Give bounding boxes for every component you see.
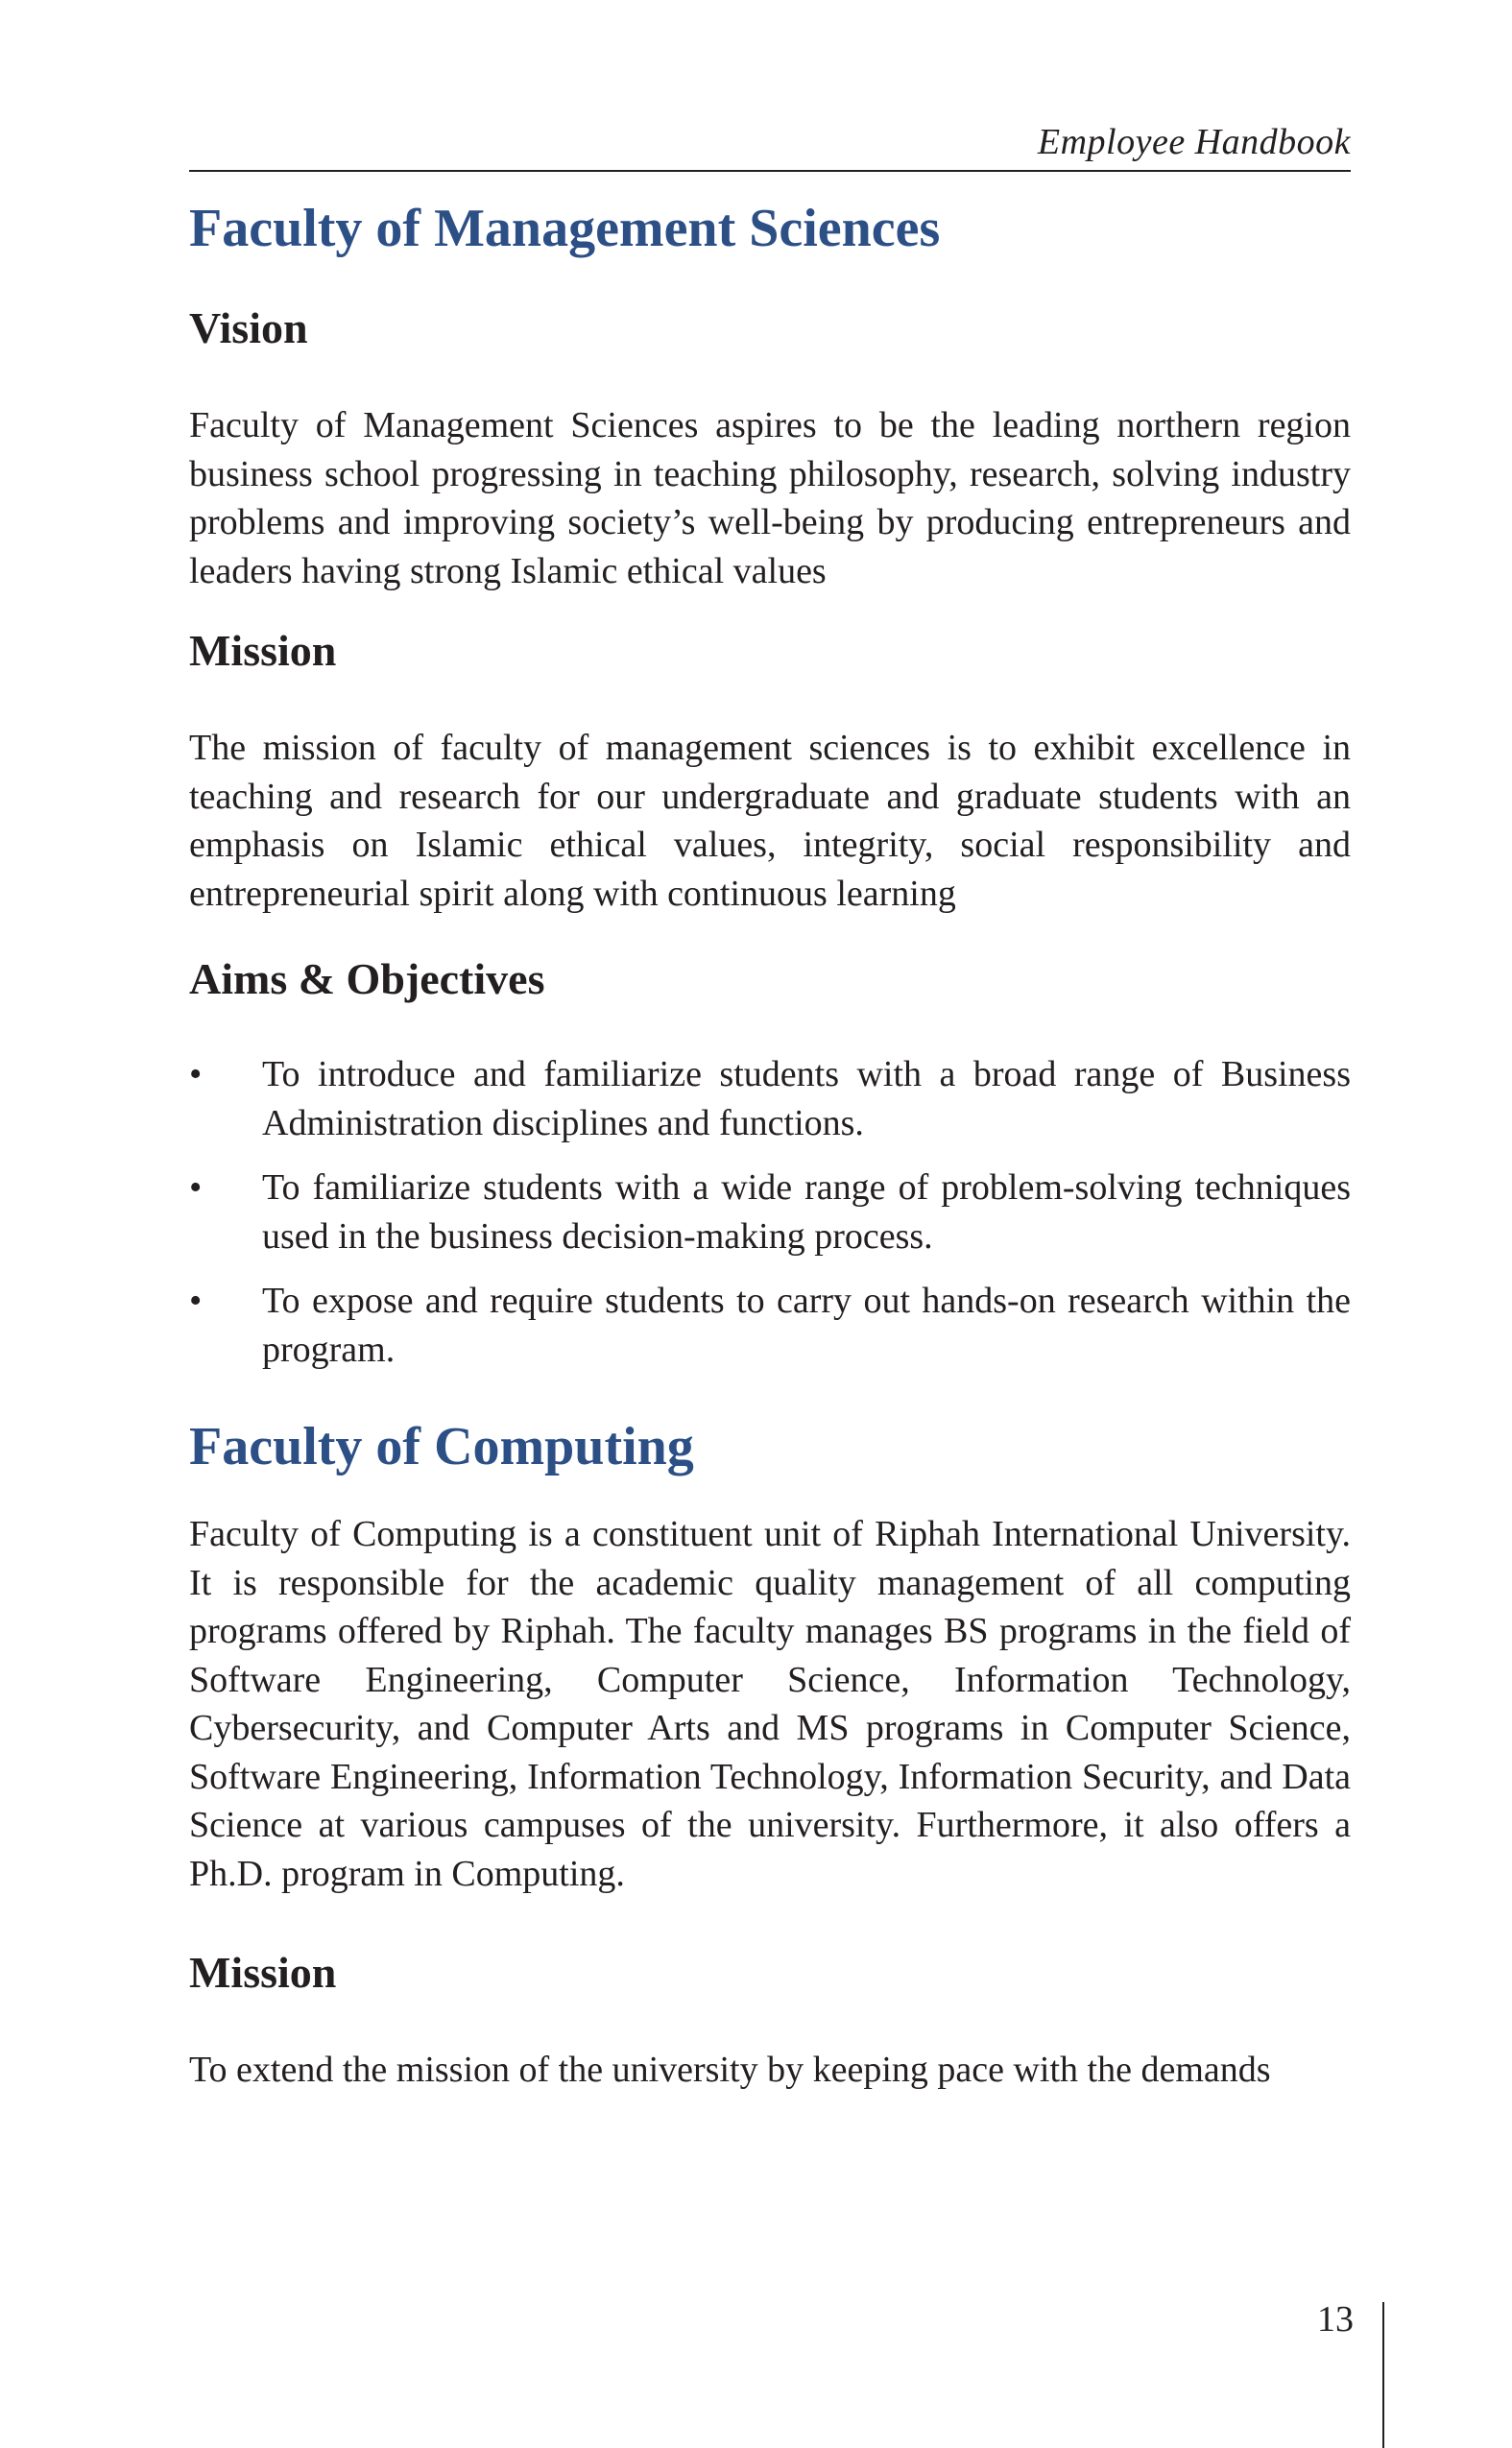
bullet-icon: • [189, 1054, 203, 1094]
foc-title: Faculty of Computing [189, 1417, 694, 1476]
page-content [189, 184, 1351, 2095]
fms-aims-heading: Aims & Objectives [189, 954, 545, 1003]
aims-list-item [189, 1277, 1351, 1374]
running-header: Employee Handbook [1037, 122, 1351, 162]
foc-intro-text: Faculty of Computing is a constituent unit of Riphah International University. It is responsible for the academic quality management of all computing programs offered by Riphah. The faculty manages BS programs in the field of Software Engineering, Computer Science, Information Technology, Cybersecurity, and Computer Arts and MS programs in Computer Science, Software Engineering, Information Technology, Information Security, and Data Science at various campuses of the university. Furthermore, it also offers a Ph.D. program in Computing. [189, 1514, 1351, 1894]
aims-list-item [189, 1050, 1351, 1147]
aims-list-item [189, 1164, 1351, 1260]
aims-list [189, 1050, 1351, 1374]
header-rule [189, 170, 1351, 172]
fms-title: Faculty of Management Sciences [189, 199, 941, 258]
fms-vision-text: Faculty of Management Sciences aspires to be the leading northern region business school progressing in teaching philosophy, research, solving industry problems and improving society’s well-being by producing entrepreneurs and leaders having strong Islamic ethical values [189, 405, 1351, 591]
aims-item-text: To introduce and familiarize students with a broad range of Business Administration disciplines and functions. [262, 1054, 1351, 1143]
margin-rule [1382, 2302, 1384, 2448]
aims-item-text: To familiarize students with a wide range of problem-solving techniques used in the business decision-making process. [262, 1167, 1351, 1257]
foc-mission-text: To extend the mission of the university by keeping pace with the demands [189, 2050, 1271, 2090]
fms-mission-text: The mission of faculty of management sciences is to exhibit excellence in teaching and research for our undergraduate and graduate students with an emphasis on Islamic ethical values, integrity, social responsibility and entrepreneurial spirit along with continuous learning [189, 728, 1351, 914]
fms-vision-heading: Vision [189, 303, 308, 352]
aims-item-text: To expose and require students to carry out hands-on research within the program. [262, 1281, 1351, 1370]
foc-mission-heading: Mission [189, 1948, 337, 1997]
page-number: 13 [1317, 2299, 1354, 2340]
bullet-icon: • [189, 1281, 203, 1321]
bullet-icon: • [189, 1167, 203, 1208]
fms-mission-heading: Mission [189, 626, 337, 675]
